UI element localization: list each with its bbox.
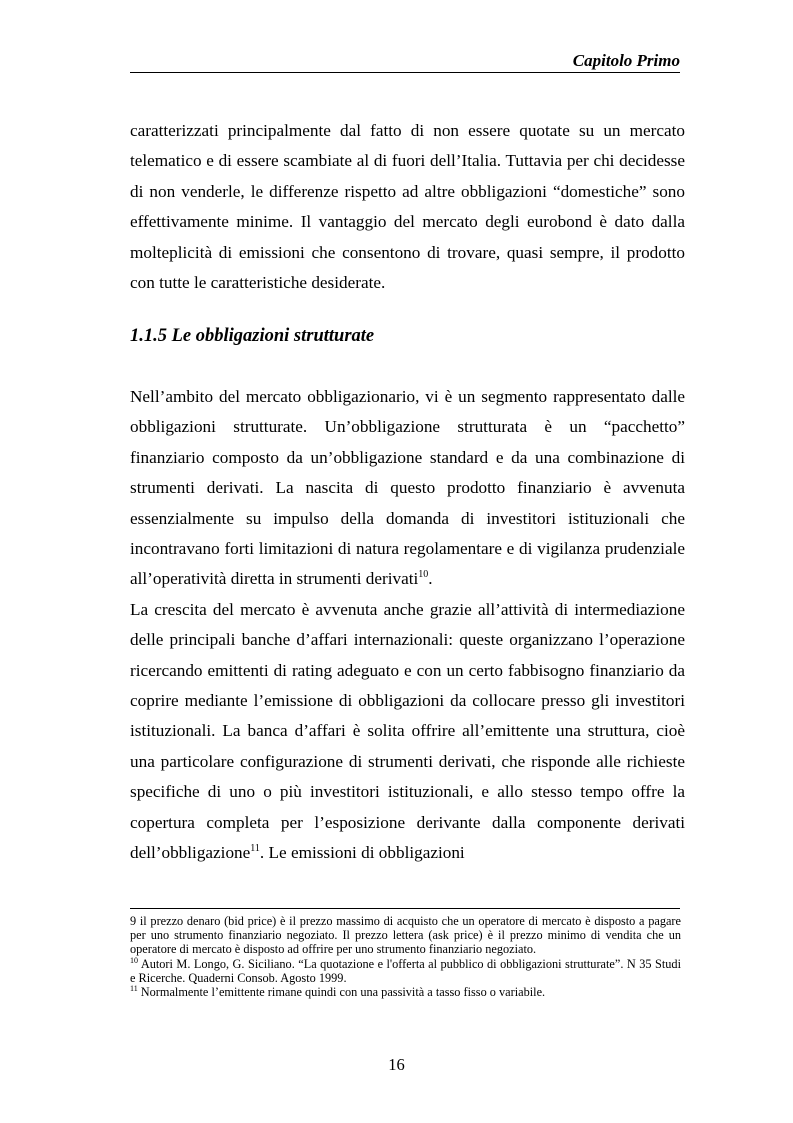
- footnote-ref-10[interactable]: 10: [418, 569, 429, 581]
- footnotes: [130, 914, 681, 999]
- paragraph-market-growth-end: . Le emissioni di obbligazioni: [259, 843, 465, 863]
- footnote-10-text: Autori M. Longo, G. Siciliano. “La quotazione e l'offerta al pubblico di obbligazioni strutturate”. N 35 Studi e Ricerche. Quaderni Consob. Agosto 1999.: [130, 956, 681, 985]
- footnote-9-text: il prezzo denaro (bid price) è il prezzo massimo di acquisto che un operatore di mercato è disposto a pagare per uno strumento finanziario negoziato. Il prezzo lettera (ask price) è il prezzo minimo di vendita che un operatore di mercato è disposto ad offrire per uno strumento finanziario negoziato.: [130, 914, 681, 957]
- paragraph-market-growth: [130, 595, 685, 869]
- paragraph-intro: [130, 116, 685, 298]
- paragraph-intro-text: caratterizzati principalmente dal fatto di non essere quotate su un mercato telematico e di essere scambiate al di fuori dell’Italia. Tuttavia per chi decidesse di non venderle, le differenze rispetto ad altre obbligazioni “domestiche” sono effettivamente minime. Il vantaggio del mercato degli eurobond è dato dalla molteplicità di emissioni che consentono di trovare, quasi sempre, il prodotto con tutte le caratteristiche desiderate.: [130, 121, 685, 293]
- footnote-ref-11[interactable]: 11: [250, 843, 260, 855]
- paragraph-definition: [130, 382, 685, 595]
- footnote-11: [130, 985, 681, 999]
- footnote-10: [130, 957, 681, 985]
- footnote-11-text: Normalmente l’emittente rimane quindi con una passività a tasso fisso o variabile.: [140, 985, 546, 1000]
- footnote-9: [130, 914, 681, 957]
- footnote-10-number: 10: [130, 955, 138, 965]
- footnote-divider: [130, 908, 680, 909]
- paragraph-market-growth-text: La crescita del mercato è avvenuta anche grazie all’attività di intermediazione delle principali banche d’affari internazionali: queste organizzano l’operazione ricercando emittenti di rating adeguato e con un certo fabbisogno finanziario da coprire mediante l’emissione di obbligazioni da collocare presso gli investitori istituzionali. La banca d’affari è solita offrire all’emittente una struttura, cioè una particolare configurazione di strumenti derivati, che risponde alle richieste specifiche di uno o più investitori istituzionali, e allo stesso tempo offre la copertura completa per l’esposizione derivante dalla componente derivati dell’obbligazione: [130, 599, 685, 863]
- running-header: Capitolo Primo: [572, 51, 680, 70]
- page-number: 16: [388, 1055, 405, 1074]
- footnote-9-number: 9: [130, 914, 137, 928]
- paragraph-definition-text: Nell’ambito del mercato obbligazionario, vi è un segmento rappresentato dalle obbligazioni strutturate. Un’obbligazione strutturata è un “pacchetto” finanziario composto da un’obbligazione standard e da una combinazione di strumenti derivati. La nascita di questo prodotto finanziario è avvenuta essenzialmente su impulso della domanda di investitori istituzionali che incontravano forti limitazioni di natura regolamentare e di vigilanza prudenziale all’operatività diretta in strumenti derivati: [130, 387, 685, 589]
- header-divider: [130, 72, 680, 73]
- footnote-11-number: 11: [130, 984, 138, 994]
- section-body: [130, 382, 685, 869]
- section-title: 1.1.5 Le obbligazioni strutturate: [130, 326, 375, 346]
- paragraph-definition-end: .: [428, 569, 433, 589]
